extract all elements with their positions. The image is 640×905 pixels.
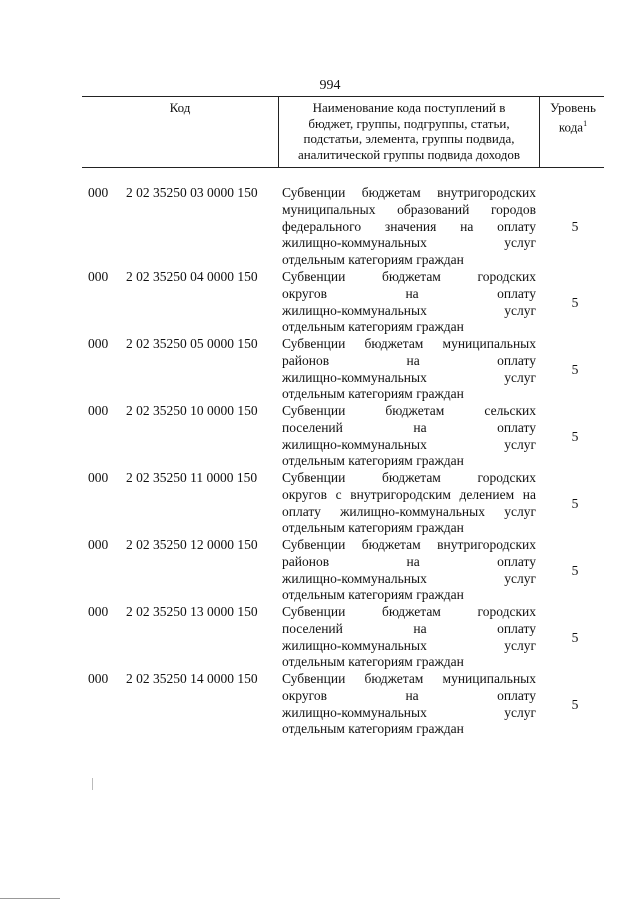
row-prefix: 000 (88, 470, 109, 485)
row-code: 2 02 35250 10 0000 150 (126, 403, 258, 418)
header-level-line: кода$^1$ (558, 118, 588, 134)
row-name-line: округов с внутригородским делением на (282, 486, 536, 502)
row-name-line: поселений на оплату (282, 620, 536, 636)
page-number: 994 (319, 78, 341, 93)
row-name (282, 403, 536, 470)
row-prefix: 000 (88, 185, 109, 200)
row-name-line: отдельным категориям граждан (282, 654, 464, 670)
row-prefix: 000 (88, 604, 109, 619)
row-name-line: отдельным категориям граждан (282, 520, 464, 536)
row-name-line: жилищно-коммунальных услуг (282, 637, 536, 653)
header-level (542, 100, 604, 134)
row-level: 5 (571, 563, 579, 578)
row-prefix: 000 (88, 537, 109, 552)
row-name-line: отдельным категориям граждан (282, 319, 464, 335)
row-name-line: Субвенции бюджетам городских (282, 604, 536, 619)
row-name (282, 185, 536, 269)
row-prefix: 000 (88, 269, 109, 284)
row-code: 2 02 35250 11 0000 150 (126, 470, 258, 485)
row-level: 5 (571, 362, 579, 377)
header-code: Код (169, 100, 191, 115)
row-name-line: жилищно-коммунальных услуг (282, 704, 536, 720)
row-name-line: жилищно-коммунальных услуг (282, 302, 536, 318)
row-name-line: отдельным категориям граждан (282, 721, 464, 737)
row-code: 2 02 35250 05 0000 150 (126, 336, 258, 351)
row-prefix: 000 (88, 336, 109, 351)
row-name-line: Субвенции бюджетам сельских (282, 403, 536, 418)
footnote-marker: 1 (583, 118, 588, 128)
header-name-line: Наименование кода поступлений в (312, 100, 506, 115)
header-name-line: аналитической группы подвида доходов (297, 146, 521, 162)
row-name (282, 336, 536, 403)
row-name-line: отдельным категориям граждан (282, 453, 464, 469)
row-name-line: жилищно-коммунальных услуг (282, 436, 536, 452)
row-code: 2 02 35250 13 0000 150 (126, 604, 258, 619)
row-prefix: 000 (88, 671, 109, 686)
row-name-line: отдельным категориям граждан (282, 386, 464, 402)
header-level-line: Уровень (550, 100, 596, 115)
row-name-line: жилищно-коммунальных услуг (282, 369, 536, 385)
row-level: 5 (571, 697, 579, 712)
row-level: 5 (571, 630, 579, 645)
row-name-line: Субвенции бюджетам муниципальных (282, 336, 536, 351)
row-name-line: оплату жилищно-коммунальных услуг (282, 503, 536, 519)
bottom-rule (0, 898, 60, 899)
header-name-line: бюджет, группы, подгруппы, статьи, (308, 115, 510, 131)
row-name-line: отдельным категориям граждан (282, 252, 464, 268)
row-name (282, 269, 536, 336)
row-name-line: Субвенции бюджетам городских (282, 269, 536, 284)
row-level: 5 (571, 496, 579, 511)
table-header (82, 96, 604, 168)
row-name (282, 537, 536, 604)
row-name-line: жилищно-коммунальных услуг (282, 570, 536, 586)
row-name-line: Субвенции бюджетам городских (282, 470, 536, 485)
row-prefix: 000 (88, 403, 109, 418)
row-name-line: поселений на оплату (282, 419, 536, 435)
header-name (278, 97, 540, 167)
row-name-line: федерального значения на оплату (282, 218, 536, 234)
header-name-line: подстатьи, элемента, группы подвида, (303, 131, 515, 146)
row-code: 2 02 35250 04 0000 150 (126, 269, 258, 284)
row-name-line: муниципальных образований городов (282, 201, 536, 217)
row-name-line: Субвенции бюджетам внутригородских (282, 537, 536, 552)
row-name-line: отдельным категориям граждан (282, 587, 464, 603)
row-level: 5 (571, 295, 579, 310)
margin-mark (92, 778, 93, 790)
row-name-line: Субвенции бюджетам муниципальных (282, 671, 536, 686)
row-name (282, 470, 536, 537)
row-code: 2 02 35250 14 0000 150 (126, 671, 258, 686)
row-name-line: округов на оплату (282, 285, 536, 301)
row-code: 2 02 35250 12 0000 150 (126, 537, 258, 552)
row-name (282, 604, 536, 671)
row-name-line: Субвенции бюджетам внутригородских (282, 185, 536, 200)
row-code: 2 02 35250 03 0000 150 (126, 185, 258, 200)
row-name-line: районов на оплату (282, 352, 536, 368)
row-name-line: районов на оплату (282, 553, 536, 569)
row-level: 5 (571, 219, 579, 234)
row-name-line: жилищно-коммунальных услуг (282, 235, 536, 251)
row-name (282, 671, 536, 738)
row-name-line: округов на оплату (282, 687, 536, 703)
row-level: 5 (571, 429, 579, 444)
